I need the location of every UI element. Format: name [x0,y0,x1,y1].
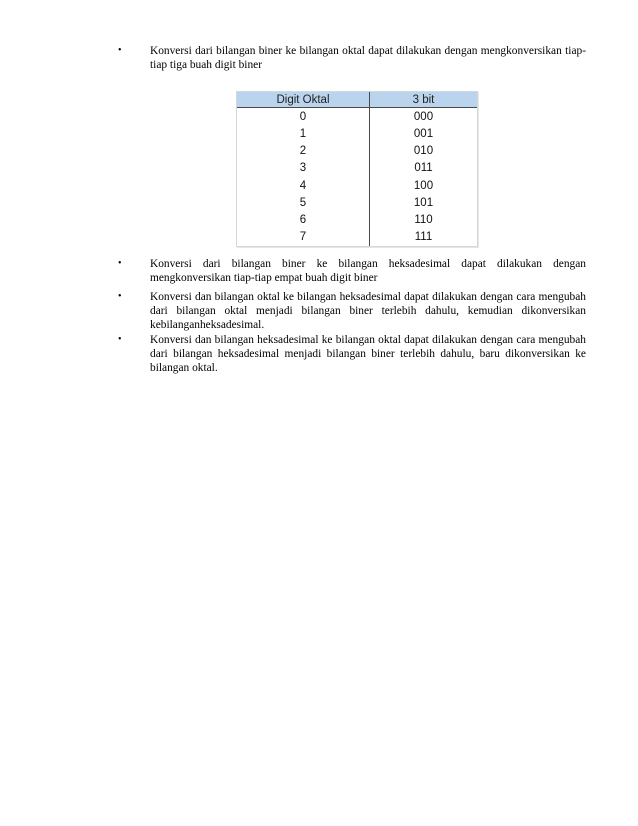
cell-octal: 2 [237,143,370,160]
cell-octal: 1 [237,125,370,142]
table-row [237,108,477,126]
bullet-text-1: Konversi dari bilangan biner ke bilangan oktal dapat dilakukan dengan mengkonversikan tiap- tiap tiga buah digit biner [150,45,586,71]
header-digit-oktal: Digit Oktal [237,92,370,108]
bullet-icon: • [118,258,122,269]
table-header-row [237,92,477,108]
conversion-table [237,92,477,246]
bullet-text-2: Konversi dari bilangan biner ke bilangan heksadesimal dapat dilakukan dengan mengkonversikan tiap-tiap empat buah digit biner [150,258,586,284]
cell-binary: 101 [413,196,434,209]
table-row [237,160,477,177]
cell-octal: 0 [237,108,370,126]
cell-octal: 3 [237,160,370,177]
bullet-text-4: Konversi dan bilangan heksadesimal ke bilangan oktal dapat dilakukan dengan cara mengubah dari bilangan heksadesimal menjadi bilangan biner terlebih dahulu, baru dikonversikan ke bilangan oktal. [150,334,586,374]
table-row [237,143,477,160]
bullet-icon: • [118,291,122,302]
bullet-icon: • [118,45,122,56]
cell-octal: 6 [237,211,370,228]
cell-binary: 010 [413,145,434,158]
cell-octal: 7 [237,229,370,246]
cell-binary: 000 [413,110,434,123]
table-row [237,211,477,228]
header-3-bit: 3 bit [370,92,478,108]
cell-binary: 110 [414,214,433,227]
cell-octal: 4 [237,177,370,194]
bullet-icon: • [118,334,122,345]
table-row [237,194,477,211]
cell-binary: 100 [413,179,434,192]
table-row [237,125,477,142]
cell-binary: 001 [413,127,434,140]
bullet-item-2 [118,257,586,285]
cell-binary: 111 [414,231,433,244]
bullet-text-3: Konversi dan bilangan oktal ke bilangan heksadesimal dapat dilakukan dengan cara mengubah dari bilangan oktal menjadi bilangan biner terlebih dahulu, kemudian dikonversikan kebilanganheksadesimal. [150,291,586,331]
cell-octal: 5 [237,194,370,211]
table-row [237,229,477,246]
bullet-item-4 [118,333,586,375]
cell-binary: 011 [414,162,433,175]
bullet-item-1 [118,44,586,72]
table-row [237,177,477,194]
bullet-item-3 [118,290,586,332]
octal-binary-table [236,91,478,247]
